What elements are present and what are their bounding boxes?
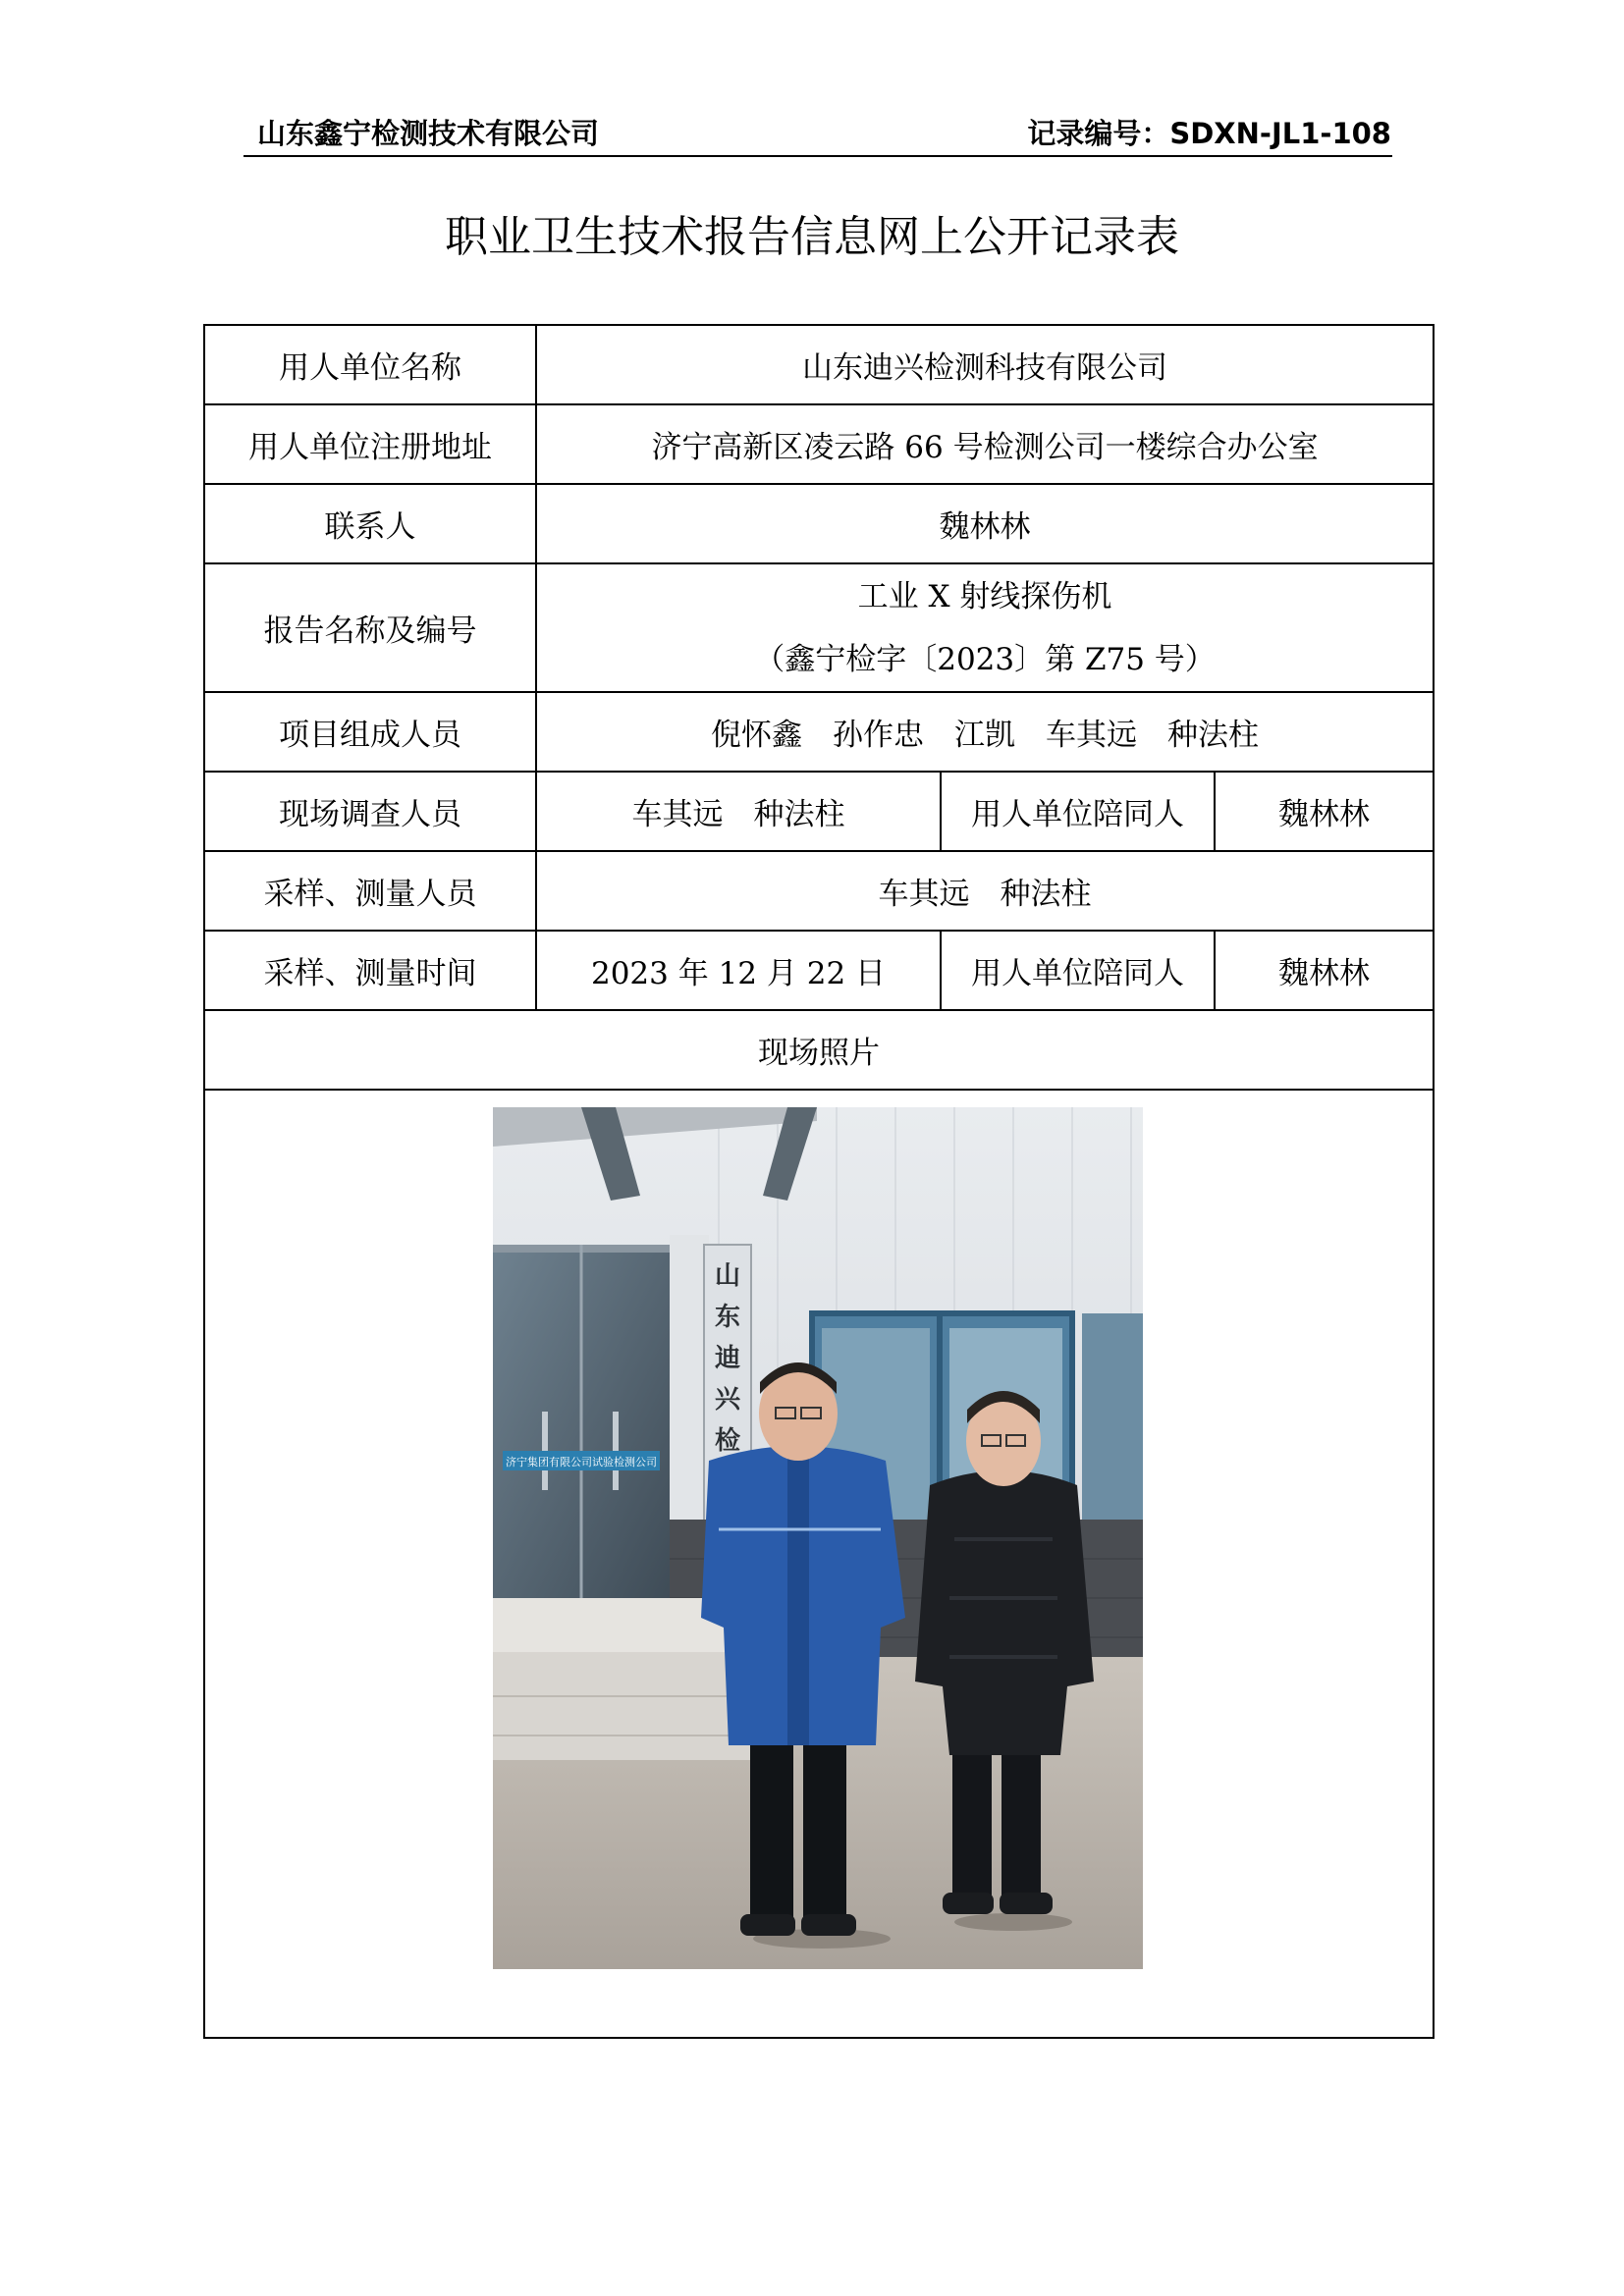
row-photo-label [204, 1010, 1434, 1090]
survey-escort-label: 用人单位陪同人 [941, 772, 1215, 851]
sampling-staff-value: 车其远 种法柱 [536, 851, 1434, 931]
record-table [203, 324, 1435, 2039]
survey-staff-value: 车其远 种法柱 [536, 772, 941, 851]
door-sign-text: 济宁集团有限公司试验检测公司 [506, 1456, 657, 1468]
employer-name-label: 用人单位名称 [204, 325, 536, 404]
row-photo [204, 1090, 1434, 2038]
company-sign-text: 山东迪兴检 [714, 1261, 741, 1456]
row-contact [204, 484, 1434, 563]
team-label: 项目组成人员 [204, 692, 536, 772]
photo-label: 现场照片 [204, 1010, 1434, 1090]
report-label: 报告名称及编号 [204, 563, 536, 692]
contact-label: 联系人 [204, 484, 536, 563]
report-value [536, 563, 1434, 692]
employer-address-label: 用人单位注册地址 [204, 404, 536, 484]
row-survey [204, 772, 1434, 851]
sampling-time-label: 采样、测量时间 [204, 931, 536, 1010]
header-record-number: 记录编号：SDXN-JL1-108 [1027, 117, 1391, 150]
team-value: 倪怀鑫 孙作忠 江凯 车其远 种法柱 [536, 692, 1434, 772]
row-employer-name [204, 325, 1434, 404]
row-team [204, 692, 1434, 772]
page-title: 职业卫生技术报告信息网上公开记录表 [445, 212, 1179, 262]
sampling-time-value: 2023 年 12 月 22 日 [536, 931, 941, 1010]
contact-value: 魏林林 [536, 484, 1434, 563]
sampling-escort-value: 魏林林 [1215, 931, 1434, 1010]
report-name: 工业 X 射线探伤机 [857, 578, 1112, 614]
row-sampling-staff [204, 851, 1434, 931]
site-photo-image [493, 1107, 1143, 1969]
photo-cell [204, 1090, 1434, 2038]
row-sampling-time [204, 931, 1434, 1010]
sampling-escort-label: 用人单位陪同人 [941, 931, 1215, 1010]
report-number: （鑫宁检字〔2023〕第 Z75 号） [754, 641, 1216, 677]
site-photo [493, 1107, 1143, 1969]
row-report [204, 563, 1434, 692]
survey-label: 现场调查人员 [204, 772, 536, 851]
survey-escort-value: 魏林林 [1215, 772, 1434, 851]
header-company: 山东鑫宁检测技术有限公司 [257, 117, 600, 150]
employer-address-value: 济宁高新区凌云路 66 号检测公司一楼综合办公室 [536, 404, 1434, 484]
row-employer-address [204, 404, 1434, 484]
sampling-staff-label: 采样、测量人员 [204, 851, 536, 931]
employer-name-value: 山东迪兴检测科技有限公司 [536, 325, 1434, 404]
header-divider [244, 155, 1392, 157]
